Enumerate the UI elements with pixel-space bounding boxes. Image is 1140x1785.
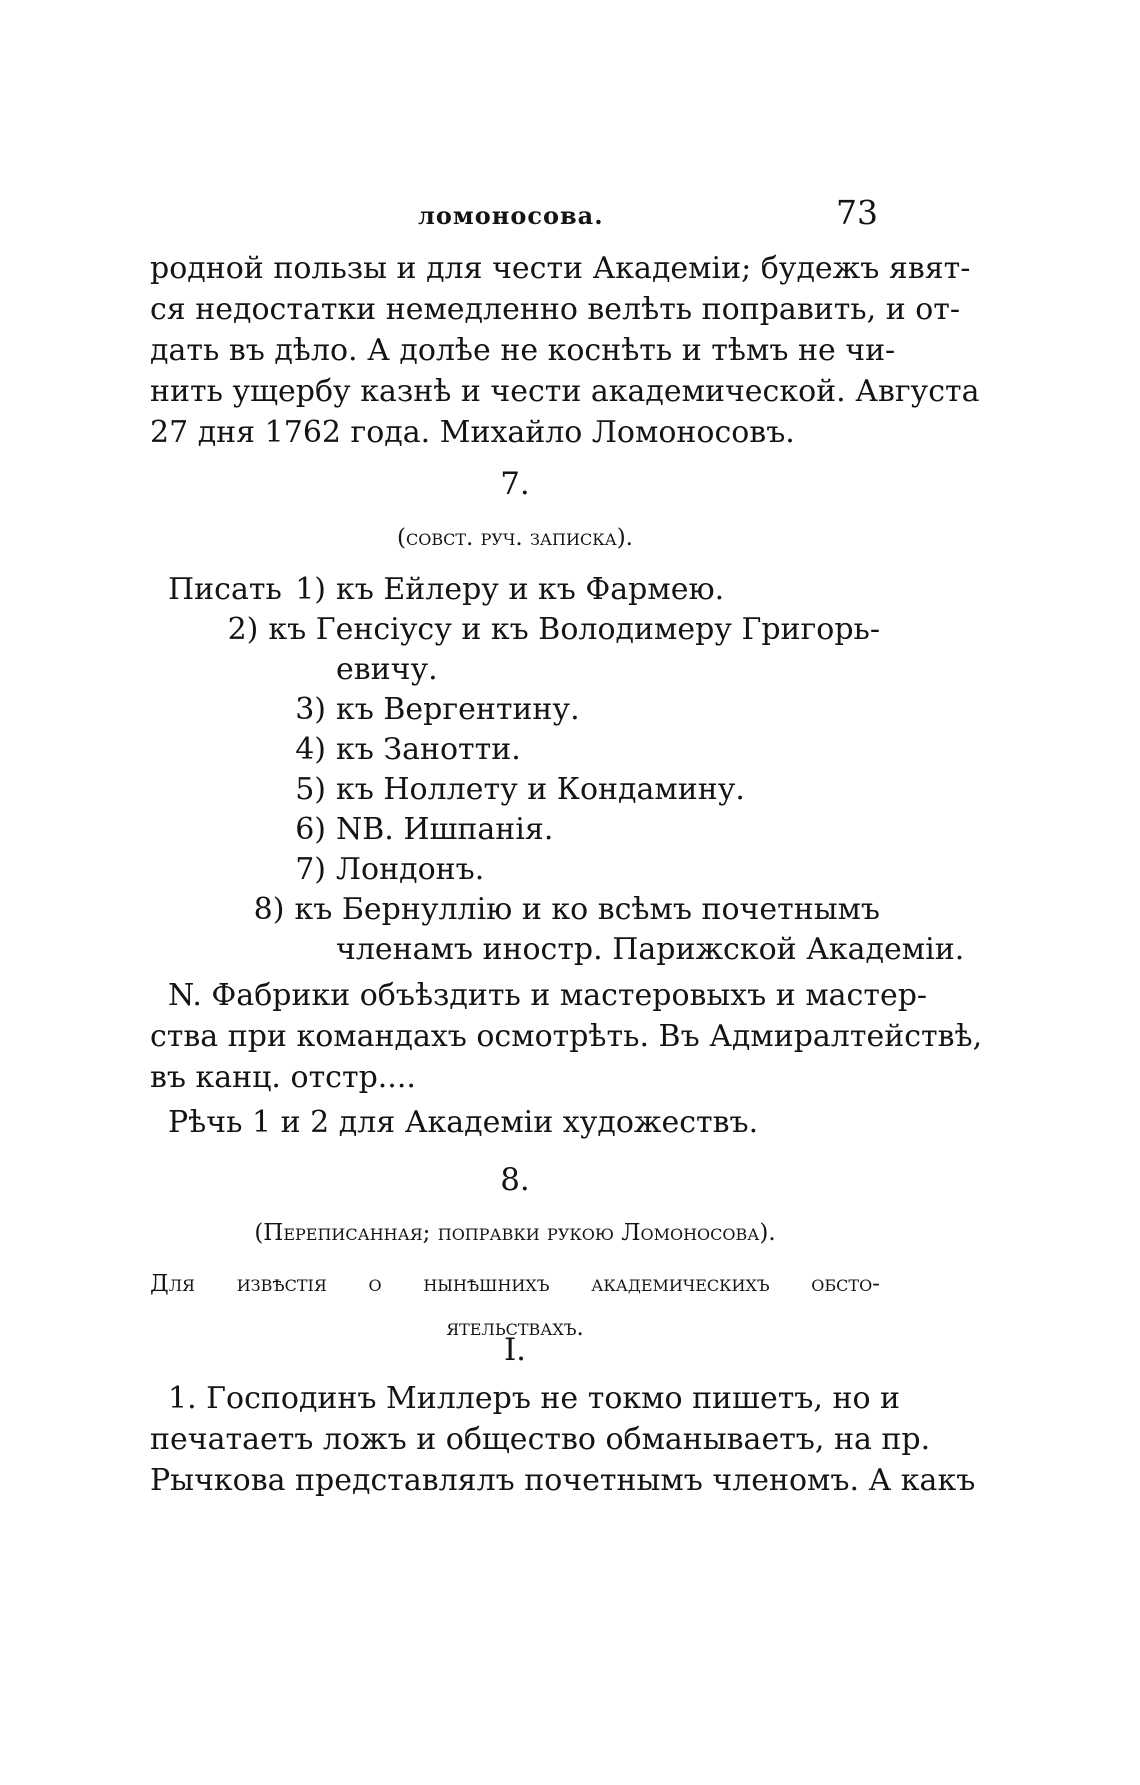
list-item-text: къ Ейлеру и къ Фармею.	[336, 572, 725, 607]
list-item-number: 6)	[295, 812, 326, 847]
list-item-continuation	[168, 650, 880, 690]
text-line: печатаетъ ложъ и общество обманываетъ, на пр.	[150, 1422, 931, 1457]
document-8-note: (Переписанная; поправки рукою Ломоносова).	[254, 1220, 776, 1246]
letter-list	[168, 570, 965, 970]
page-number: 73	[836, 193, 878, 232]
list-item	[168, 890, 880, 930]
list-item	[168, 730, 880, 770]
text-line: дать въ дѣло. А долѣе не коснѣть и тѣмъ не чи-	[150, 333, 896, 368]
list-item-text: къ Бернуллію и ко всѣмъ почетнымъ	[294, 892, 880, 927]
list-item	[168, 850, 880, 890]
list-item-text: евичу.	[336, 652, 438, 687]
text-line: ства при командахъ осмотрѣть. Въ Адмиралтействѣ,	[150, 1019, 983, 1054]
list-item-number: 4)	[295, 732, 326, 767]
section-numeral: I.	[503, 1332, 527, 1368]
subheading-line: Для извѣстія о нынѣшнихъ академическихъ обсто-	[150, 1271, 880, 1297]
list-item	[168, 690, 880, 730]
nb-paragraph	[150, 975, 983, 1098]
document-7-note: (совст. руч. записка).	[397, 525, 633, 551]
text-line: 1. Господинъ Миллеръ не токмо пишетъ, но и	[168, 1381, 901, 1416]
list-item-continuation	[168, 930, 965, 970]
text-line: N. Фабрики объѣздить и мастеровыхъ и мастер-	[168, 978, 928, 1013]
list-item-number: 3)	[295, 692, 326, 727]
text-line: Рычкова представлялъ почетнымъ членомъ. А какъ	[150, 1463, 976, 1498]
list-lead-word: Писать	[168, 572, 282, 607]
text-line: 27 дня 1762 года. Михайло Ломоносовъ.	[150, 415, 795, 450]
list-item-text: къ Занотти.	[336, 732, 521, 767]
text-line: нить ущербу казнѣ и чести академической. Августа	[150, 374, 980, 409]
paragraph-letter-ending	[150, 248, 980, 453]
running-title: ломоносова.	[418, 201, 604, 230]
list-item-number: 1)	[295, 572, 326, 607]
list-item	[168, 810, 880, 850]
list-item-number: 7)	[295, 852, 326, 887]
text-line: родной пользы и для чести Академіи; будежъ явят-	[150, 251, 971, 286]
text-line: ся недостатки немедленно велѣть поправить, и от-	[150, 292, 961, 327]
list-item-text: къ Вергентину.	[336, 692, 580, 727]
subheading-line: ятельствахъ.	[446, 1315, 584, 1341]
document-8-number: 8.	[500, 1162, 530, 1198]
list-item-text: NB. Ишпанія.	[336, 812, 554, 847]
list-item	[168, 570, 880, 610]
list-item-number: 8)	[253, 892, 285, 927]
list-item-number: 5)	[295, 772, 326, 807]
list-item-number: 2)	[227, 612, 259, 647]
speech-line: Рѣчь 1 и 2 для Академіи художествъ.	[168, 1105, 759, 1140]
list-item-text: къ Ноллету и Кондамину.	[336, 772, 745, 807]
paragraph-section-1	[150, 1378, 976, 1501]
document-7-number: 7.	[500, 466, 530, 502]
list-item-text: членамъ иностр. Парижской Академіи.	[336, 932, 965, 967]
list-item-text: Лондонъ.	[336, 852, 485, 887]
text-line: въ канц. отстр....	[150, 1060, 416, 1095]
list-item-text: къ Генсіусу и къ Володимеру Григорь-	[268, 612, 880, 647]
list-item	[168, 610, 880, 650]
running-head	[150, 193, 880, 232]
list-item	[168, 770, 880, 810]
